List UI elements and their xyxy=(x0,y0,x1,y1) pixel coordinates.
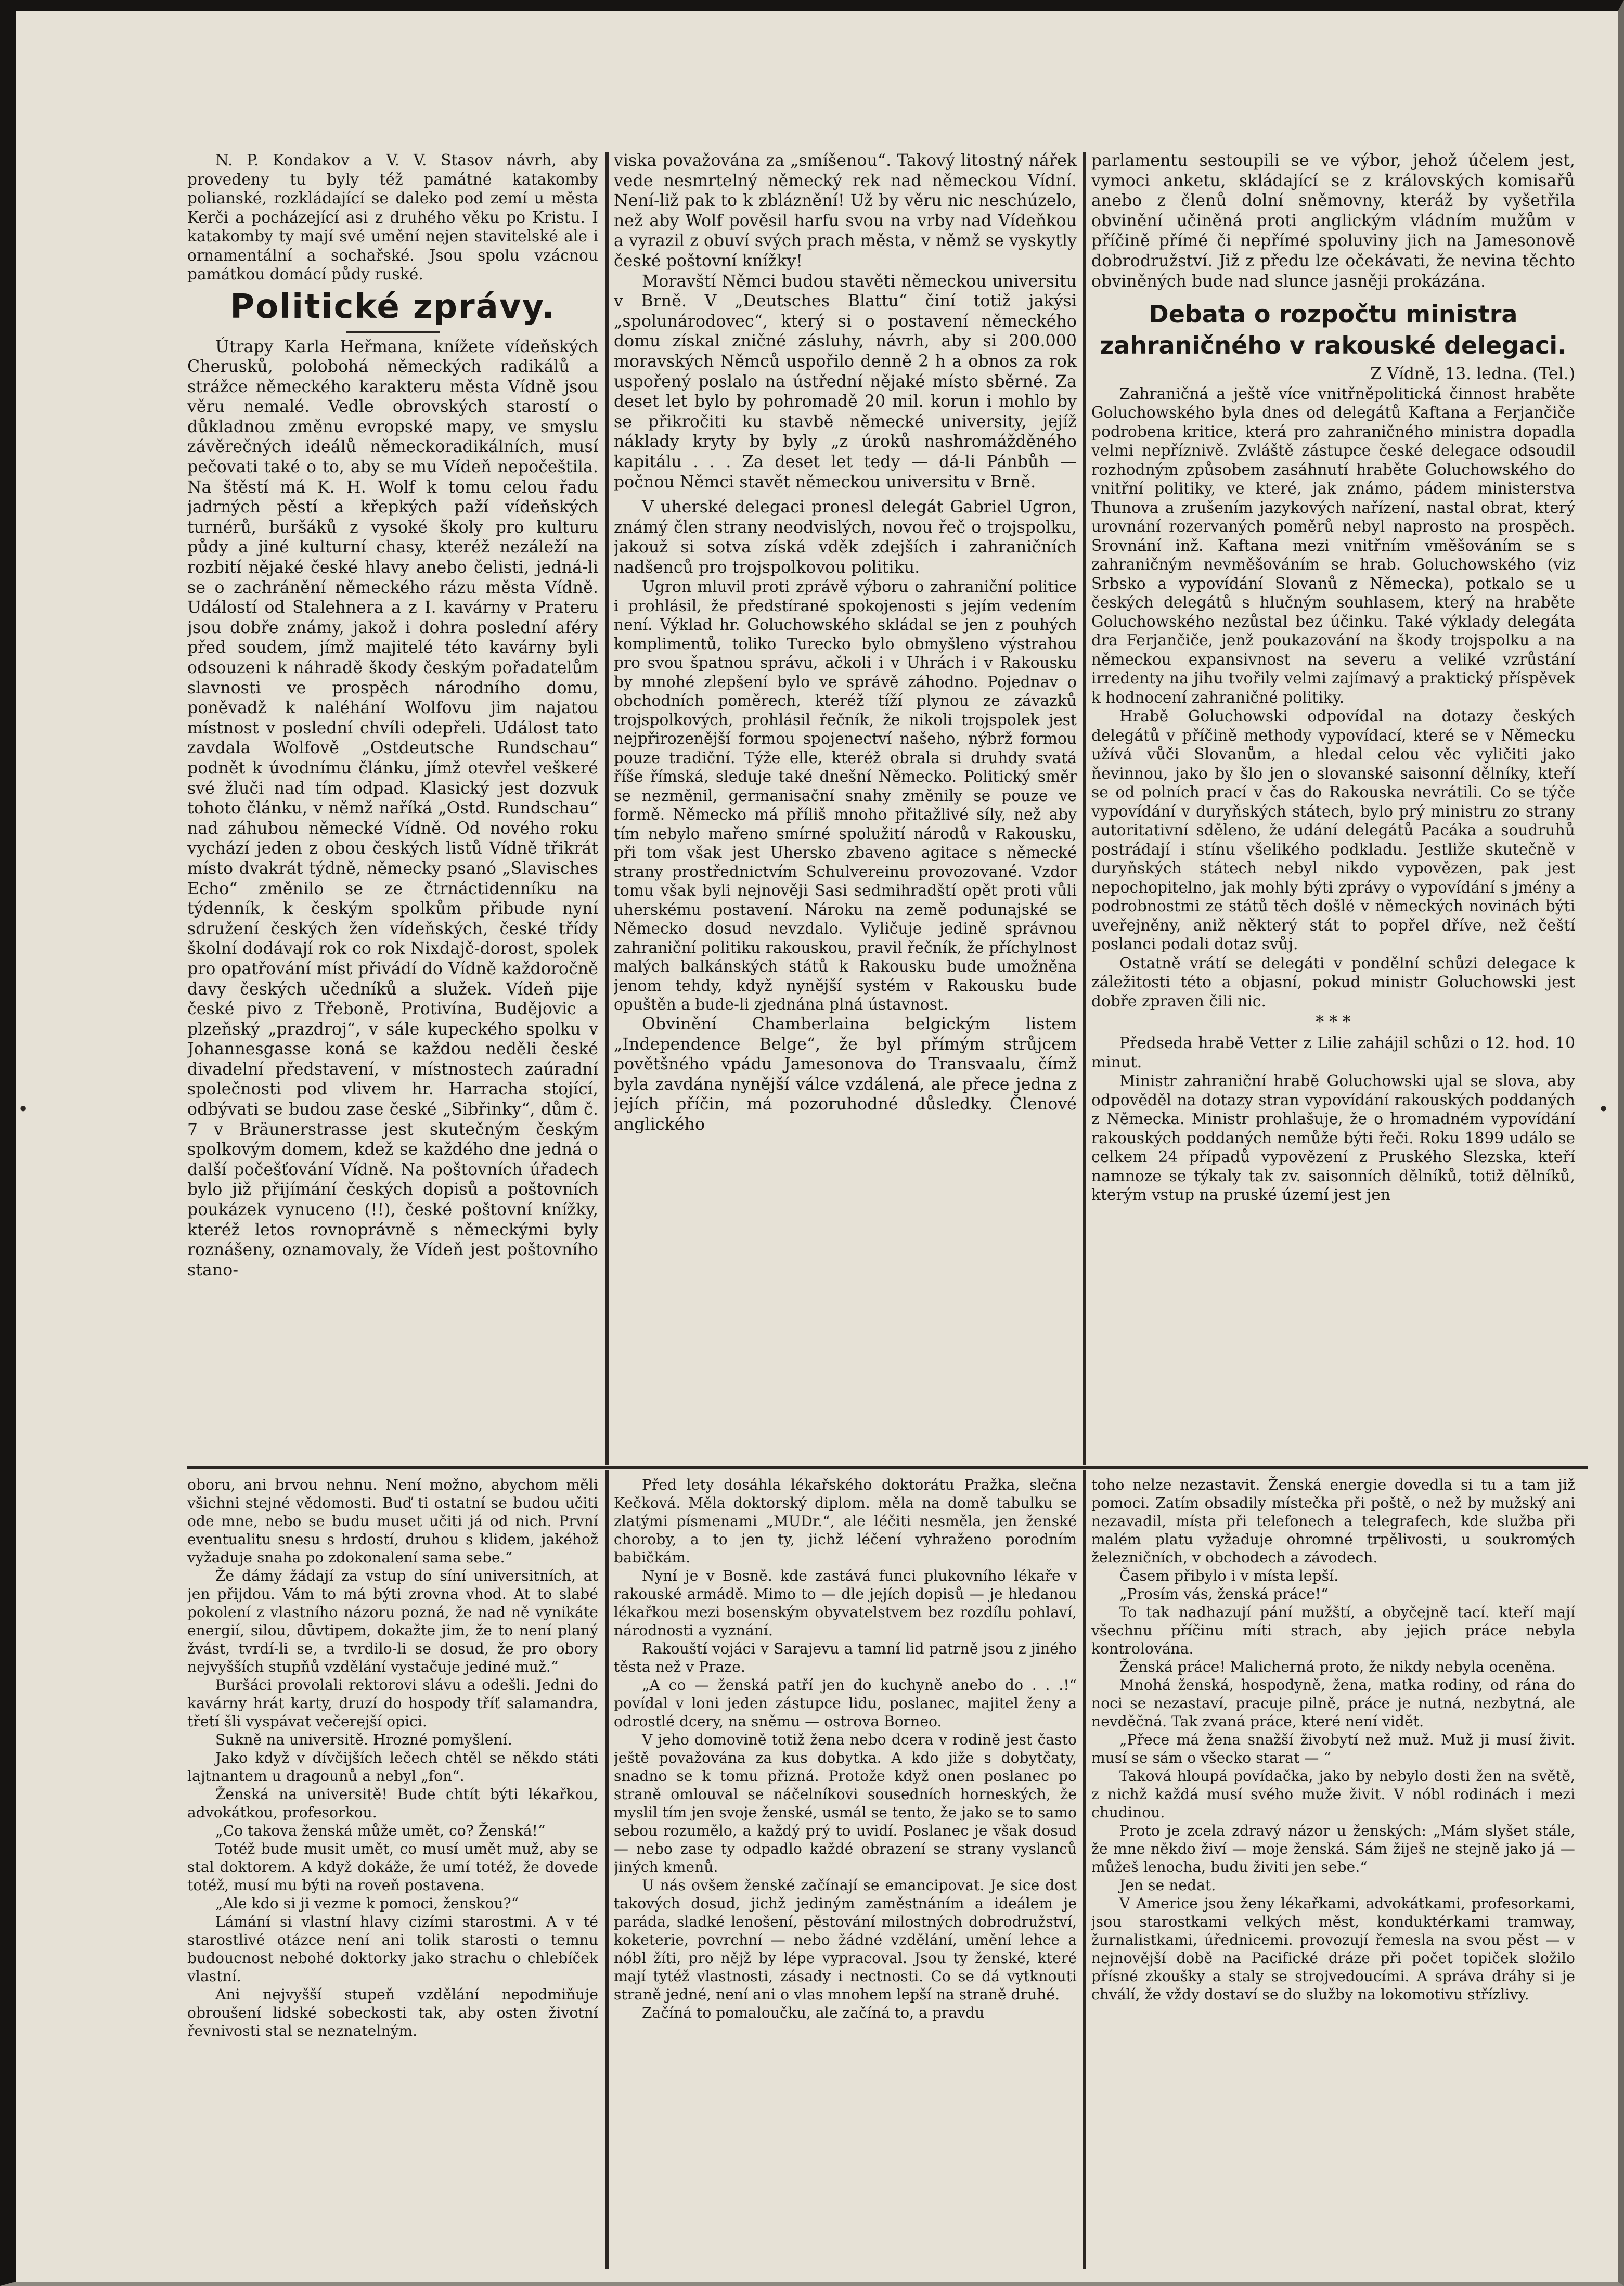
continuation-paragraph: viska považována za „smíšenou“. Takový litostný nářek vede nesmrtelný německý rek nad německou Vídní. Není-liž pak to k zbláznění! Už by věru nic neschúzelo, než aby Wolf pověsil harfu svou na vrby nad Vídeňkou a vyrazil z obuví svých prach města, v němž se vyskytly české poštovní knížky! xyxy=(614,151,1077,270)
intro-paragraph: N. P. Kondakov a V. V. Stasov návrh, aby provedeny tu byly též památné katakomby polianské, rozkládající se daleko pod zemí u města Kerči a pocházející asi z druhého věku po Kristu. I katakomby ty mají své umění nejen stavitelské ale i ornamentální a sochařské. Jsou spolu vzácnou památkou domácí půdy ruské. xyxy=(187,151,598,283)
feuilleton-left-9: „Ale kdo si ji vezme k pomoci, ženskou?“ xyxy=(215,1895,519,1912)
feuilleton-right-3: „Prosím vás, ženská práce!“ xyxy=(1119,1585,1329,1603)
article-chamberlain: Obvinění Chamberlaina belgickým listem „Independence Belge“, že byl přímým strůjcem povětšného vpádu Jamesonova do Transvaalu, čímž byla zavdána nynější válce vzdálená, ale přece jedna z jejích příčin, má pozoruhodné důsledky. Členové anglického xyxy=(614,1014,1077,1134)
article-karl-hermann: Útrapy Karla Heřmana, knížete vídeňských Cherusků, polobohá německých radikálů a strážce německého karakteru města Vídně jsou věru nemalé. Vedle obrovských starostí o důkladnou změnu evropské mapy, ve smyslu závěrečných ideálů německoradikálních, musí pečovati také o to, aby se mu Vídeň nepočeštila. Na štěstí má K. H. Wolf k tomu celou řadu jadrných pěstí a křepkých paží vídeňských turnérů, buršáků z vysoké školy pro kulturu půdy a jiné kulturní chasy, kteréž nezáleží na rozbití nějaké české hlavy anebo čelisti, jedná-li se o zachránění německého rázu města Vídně. Událostí od Stalehnera a z I. kavárny v Prateru jsou dobře známy, jakož i dohra poslední aféry před soudem, jímž majitelé této kavárny byli odsouzeni k náhradě škody českým pořadatelům slavnosti ve prospěch národního domu, poněvadž k naléhání Wolfovu jim najatou místnost v poslední chvíli odepřeli. Událost tato zavdala Wolfově „Ostdeutsche Rundschau“ podnět k úvodnímu článku, jímž otevřel veškeré své žluči nad tím odpad. Klasický jest dozvuk tohoto článku, v němž naříká „Ostd. Rundschau“ nad záhubou německé Vídně. Od nového roku vychází jeden z obou českých listů Vídně třikrát místo dvakrát týdně, německy psanó „Slavisches Echo“ změnilo se ze čtrnáctidenníku na týdenník, k českým spolkům přibude nyní sdružení českých žen vídeňských, české třídy školní dodávají rok co rok Nixdajč-dorost, spolek pro opatřování míst přivádí do Vídně každoročně davy českých učedníků a služek. Vídeň pije české pivo z Třeboně, Protivína, Budějovic a plzeňský „prazdroj“, v sále kupeckého spolku v Johannesgasse koná se každou neděli české divadelní představení, v místnostech zaúradní společnosti pod vlivem hr. Harracha stojící, odbývati se budou zase české „Sibřinky“, dům č. 7 v Bräunerstrasse jest skutečným českým spolkovým domem, kdež se každého dne jedná o další počešťování Vídně. Na poštovních úřadech bylo již přijímání českých dopisů a poštovních poukázek vynuceno (!!), české poštovní knížky, kteréž letos rovnoprávně s německými byly roznášeny, oznamovaly, že Vídeň jest poštovního stano- xyxy=(187,337,598,1280)
article-brno-university: Moravští Němci budou stavěti německou universitu v Brně. V „Deutsches Blattu“ činí totiž jakýsi „spolunárodovec“, který si o postavení německého domu získal zničné zásluhy, návrh, aby si 200.000 moravských Němců uspořilo denně 2 h a obnos za rok uspořený poslalo na ústřední nějaké místo sběrné. Za deset let bylo by pohromadě 20 mil. korun i mohlo by se přikročiti ku stavbě německé university, jejíž náklady kryty by byly „z úroků nashromážděného kapitálu . . . Za deset let tedy — dá-li Pánbůh — počnou Němci stavět německou universitu v Brně. xyxy=(614,272,1077,492)
column-rule-4 xyxy=(1083,1470,1086,2269)
budget-paragraph-2: Hrabě Goluchowski odpovídal na dotazy českých delegátů v příčině methody vypovídací, které se v Německu užívá vůči Slovanům, a hledal celou věc vyličiti jako ňevinnou, jako by šlo jen o slovanské saisonní dělníky, kteří se od polních prací v čas do Rakouska nevrátili. Co se týče vypovídání v duryňských státech, bylo prý ministru zo strany autoritativní sděleno, že udání delegátů Pacáka a soudruhů postrádají i stínu všelikého podkladu. Jestliže skutečně v duryňských státech nebyl nikdo vypovězen, pak jest nepochopitelno, jak mohly býti zprávy o vypovídání s jmény a podrobnostmi ze států těch došlé v německých novinách býti uveřejněny, aniž některý stát to popřel dříve, než čeští poslanci podali dotaz svůj. xyxy=(1091,707,1575,953)
article-ugron-speech: Ugron mluvil proti zprávě výboru o zahraniční politice i prohlásil, že předstírané spokojenosti s jejím vedením není. Výklad hr. Goluchowského skládal se jen z pouhých komplimentů, toliko Turecko bylo obmyšleno výstrahou pro svou špatnou správu, ačkoli i v Uhrách i v Rakousku by mnohé zlepšení bylo ve správě záhodno. Pojednav o obchodních poměrech, kteréž tíží plynou ze závazků trojspolkových, prohlásil řečník, že nikoli trojspolek jest nejpřirozenější formou spojenectví našeho, nýbrž formou pouze tradiční. Týže elle, kteréž obrala si druhdy svatá říše římská, sleduje také dnešní Německo. Politický směr se nezměnil, germanisační snahy změnily se pouze ve formě. Německo má příliš mnoho přitažlivé síly, než aby tím nebylo mařeno smírné spolužití národů v Rakousku, při tom však jest Uhersko zbaveno agitace s německé strany prostřednictvím Schulvereinu provozované. Vzdor tomu však byli nejnověji Sasi sedmihradští opět proti vůli uherskému postavení. Nároku na země podunajské se Německo dosud nevzdalo. Vyličuje jedině správnou zahraniční politiku rakouskou, pravil řečník, že příchylnost malých balkánských států k Rakousku bude umožněna jenom tehdy, když nynější systém v Rakousku bude opuštěn a bude-li zjednána plná ústavnost. xyxy=(614,578,1077,1014)
feuilleton-right-1: toho nelze nezastavit. Ženská energie dovedla si tu a tam již pomoci. Zatím obsadily místečka při poště, o než by mužský ani nezavadil, místa při telefonech a telegrafech, kde služba při malém platu vyžaduje ohromné trpělivosti, u soukromých železničních, v obchodech a závodech. xyxy=(1091,1476,1575,1566)
feuilleton-right-2: Časem přibylo i v místa lepší. xyxy=(1119,1567,1339,1584)
newspaper-page xyxy=(16,11,1618,2282)
column-left-lower xyxy=(187,1476,598,2271)
budget-paragraph-4: Předseda hrabě Vetter z Lilie zahájil schůzi o 12. hod. 10 minut. xyxy=(1091,1034,1575,1071)
feuilleton-left-5: Jako když v dívčijších lečech chtěl se někdo státi lajtnantem u dragounů a nebyl „fon“. xyxy=(187,1749,598,1785)
feuilleton-left-2: Že dámy žádají za vstup do síní universitních, at jen přijdou. Vám to má býti zrovna vhod. At to slabé pokolení z vlastního názoru pozná, že nad ně vynikáte energií, silou, důvtipem, dokažte jim, že to není planý žvást, tvrdí-li se, a tvrdilo-li se dosud, že pro obory nejvyšších stupňů vzdělání vystačuje jediné muž.“ xyxy=(187,1567,598,1675)
column-middle-lower xyxy=(614,1476,1077,2271)
feuilleton-right-7: „Přece má žena snažší živobytí než muž. Muž ji musí živit. musí se sám o všecko starat — “ xyxy=(1091,1731,1575,1766)
feuilleton-right-11: V Americe jsou ženy lékařkami, advokátkami, profesorkami, jsou starostkami velkých měst, konduktérkami tramway, žurnalistkami, úřednicemi. provozují řemesla na svou pěst — v nejnovější době na Pacifické dráze při počet topiček složilo přísné zkoušky a staly se strojvedoucími. A správa dráhy si je chválí, že vždy dostaví se do služby na lokomotivu střízlivy. xyxy=(1091,1895,1575,2003)
article-ugron: V uherské delegaci pronesl delegát Gabriel Ugron, známý člen strany neodvislých, novou řeč o trojspolku, jakouž si sotva získá vděk zdejších i zahraničních nadšenců pro trojspolkovou politiku. xyxy=(614,498,1077,577)
feuilleton-left-1: oboru, ani brvou nehnu. Není možno, abychom měli všichni stejné vědomosti. Buď ti ostatní se budou učiti ode mne, nebo se budu muset učiti já od nich. První eventualitu snesu s hrdostí, druhou s klidem, jakéhož vyžaduje snaha po zdokonalení sama sebe.“ xyxy=(187,1476,598,1566)
fold-mark-left: · xyxy=(17,1084,30,1133)
feuilleton-right-4: To tak nadhazují pání mužští, a obyčejně tací. kteří mají všechnu příčinu míti strach, aby jejich práce nebyla kontrolována. xyxy=(1091,1604,1575,1657)
budget-paragraph-5: Ministr zahraniční hrabě Goluchowski ujal se slova, aby odpověděl na dotazy stran vypovídání rakouských poddaných z Německa. Ministr prohlašuje, že o hromadném vypovídání rakouských poddaných nemůže býti řeči. Roku 1899 událo se celkem 24 případů vypovězení z Pruského Slezska, kteří namnoze se týkaly tak zv. saisonních dělníků, totiž dělníků, kterým vstup na pruské území jest jen xyxy=(1091,1072,1575,1204)
feuilleton-left-6: Ženská na universitě! Bude chtít býti lékařkou, advokátkou, profesorkou. xyxy=(187,1786,598,1821)
separator-stars: * * * xyxy=(1316,1013,1351,1032)
section-title: Politické zprávy. xyxy=(230,287,556,326)
feuilleton-right-9: Proto je zcela zdravý názor u ženských: „Mám slyšet stále, že mne někdo živí — moje ženská. Sám žiješ ne stejně jako já — můžeš lenocha, budu živiti jen sebe.“ xyxy=(1091,1822,1575,1876)
column-right-upper xyxy=(1091,151,1575,1463)
budget-paragraph-3: Ostatně vrátí se delegáti v pondělní schůzi delegace k záležitosti této a objasní, pokud ministr Goluchowski jest dobře zpraven čili nic. xyxy=(1091,954,1575,1010)
feuilleton-left-7: „Co takova ženská může umět, co? Ženská!“ xyxy=(215,1822,546,1839)
title-rule xyxy=(346,331,440,333)
column-middle-upper xyxy=(614,151,1077,1463)
fold-mark-right: · xyxy=(1597,1084,1610,1133)
feuilleton-mid-4: „A co — ženská patří jen do kuchyně anebo do . . .!“ povídal v loni jeden zástupce lidu, poslanec, majitel ženy a odrostlé dcery, na sněmu — ostrova Borneo. xyxy=(614,1676,1077,1730)
feuilleton-mid-1: Před lety dosáhla lékařského doktorátu Pražka, slečna Kečková. Měla doktorský diplom. měla na domě tabulku se zlatými písmenami „MUDr.“, ale léčiti nesměla, jen ženské choroby, a to jen ty, jichž léčení vyhraženo porodním babičkám. xyxy=(614,1476,1077,1566)
column-left-upper xyxy=(187,151,598,1463)
feuilleton-left-4: Sukně na universitě. Hrozné pomyšlení. xyxy=(215,1731,512,1748)
section-divider-rule xyxy=(187,1466,1588,1469)
column-rule-3 xyxy=(605,1470,609,2269)
feuilleton-right-5: Ženská práce! Malicherná proto, že nikdy nebyla oceněna. xyxy=(1119,1658,1556,1675)
column-right-lower xyxy=(1091,1476,1575,2271)
budget-paragraph-1: Zahraničná a ještě více vnitřněpolitická činnost hraběte Goluchowského byla dnes od delegátů Kaftana a Ferjančiče podrobena kritice, která pro zahraničného ministra dopadla velmi nepříznivě. Zvláště zástupce české delegace odsoudil rozhodným způsobem zasáhnutí hraběte Goluchowského do vnitřní politiky, ve které, jak známo, pádem ministerstva Thunova a zrušením jazykových nařízení, nastal obrat, který urovnání rozervaných poměrů nebyl naprosto na prospěch. Srovnání inž. Kaftana mezi vnitřním vměšováním se s zahraničným nevměšováním se hrab. Goluchowského (viz Srbsko a vypovídání Slovanů z Německa), potkalo se u českých delegátů s hlučným souhlasem, který na hraběte Goluchowského nezůstal bez účinku. Také výklady delegáta dra Ferjančiče, jenž poukazování na škody trojspolku a na německou expansivnost na severu a veliké vzrůstání irredenty na jihu tvořily velmi zajímavý a praktický příspěvek k hodnocení zahraničné politiky. xyxy=(1091,384,1575,706)
feuilleton-mid-3: Rakouští vojáci v Sarajevu a tamní lid patrně jsou z jiného těsta než v Praze. xyxy=(614,1640,1077,1675)
feuilleton-right-6: Mnohá ženská, hospodyně, žena, matka rodiny, od rána do noci se nezastaví, pracuje pilně, práce je nutná, nezbytná, ale nevděčná. Tak zvaná práce, které není vidět. xyxy=(1091,1676,1575,1730)
feuilleton-mid-6: U nás ovšem ženské začínají se emancipovat. Je sice dost takových dosud, jichž jediným zaměstnáním a ideálem je paráda, sladké lenošení, pěstování milostných dobrodružství, koketerie, povrchní — nebo žádné vzdělání, umění lehce a nóbl žíti, pro nějž by lépe vypracoval. Jsou ty ženské, které mají tytéž vlastnosti, zásady i nectnosti. Co se dá vytknouti straně jedné, není ani o vlas mnohem lepší na straně druhé. xyxy=(614,1877,1077,2003)
column-rule-1 xyxy=(605,152,609,1465)
feuilleton-left-3: Buršáci provolali rektorovi slávu a odešli. Jedni do kavárny hrát karty, druzí do hospody tříť salamandra, třetí šli vyspávat večerejší opici. xyxy=(187,1676,598,1730)
feuilleton-mid-2: Nyní je v Bosně. kde zastává funci plukovního lékaře v rakouské armádě. Mimo to — dle jejích dopisů — je hledanou lékařkou mezi bosenským obyvatelstvem bez rozdílu pohlaví, národnosti a vyznání. xyxy=(614,1567,1077,1639)
feuilleton-left-11: Ani nejvyšší stupeň vzdělání nepodmiňuje obroušení lidské sobeckosti tak, aby osten životní řevnivosti stal se neznatelným. xyxy=(187,1986,598,2039)
feuilleton-mid-5: V jeho domovině totiž žena nebo dcera v rodině jest často ještě považována za kus dobytka. A kdo jiže s dobytčaty, snadno se k tomu přizná. Protože když onen poslanec po straně omlouval se náčelníkovi sousedních horneských, že myslil tím jen svoje ženské, usmál se tento, že jako se to samo sebou rozumělo, a každý prý to uvidí. Poslanec je však dosud — nebo zase ty odpadlo každé obrazení se strany vyslanců jiných kmenů. xyxy=(614,1731,1077,1876)
feuilleton-right-8: Taková hloupá povídačka, jako by nebylo dosti žen na světě, z nichž každá musí svého muže živit. V nóbl rodinách i mezi chudinou. xyxy=(1091,1767,1575,1821)
continuation-parliament: parlamentu sestoupili se ve výbor, jehož účelem jest, vymoci anketu, skládající se z královských komisařů anebo z členů dolní sněmovny, kteráž by vyšetřila obvinění učiněná proti anglickým vládním mužům v příčině přímé či nepřímé spoluviny jich na Jamesonově dobrodružství. Již z předu lze očekávati, že nevina těchto obviněných bude nad slunce jasněji prokázána. xyxy=(1091,151,1575,291)
headline-budget-debate: Debata o rozpočtu ministra zahraničného v rakouské delegaci. xyxy=(1100,300,1567,360)
column-rule-2 xyxy=(1083,152,1086,1465)
feuilleton-left-10: Lámání si vlastní hlavy cizími starostmi. A v té starostlivé otázce není ani tolik starosti o temnu budoucnost nebohé doktorky jako strachu o chlebíček vlastní. xyxy=(187,1913,598,1985)
feuilleton-right-10: Jen se nedat. xyxy=(1119,1877,1216,1894)
dateline: Z Vídně, 13. ledna. (Tel.) xyxy=(1370,365,1575,384)
feuilleton-mid-7: Začíná to pomaloučku, ale začíná to, a pravdu xyxy=(642,2004,985,2021)
feuilleton-left-8: Totéž bude musit umět, co musí umět muž, aby se stal doktorem. A když dokáže, že umí totéž, že dovede totéž, musí mu býti na roveň postavena. xyxy=(187,1840,598,1894)
